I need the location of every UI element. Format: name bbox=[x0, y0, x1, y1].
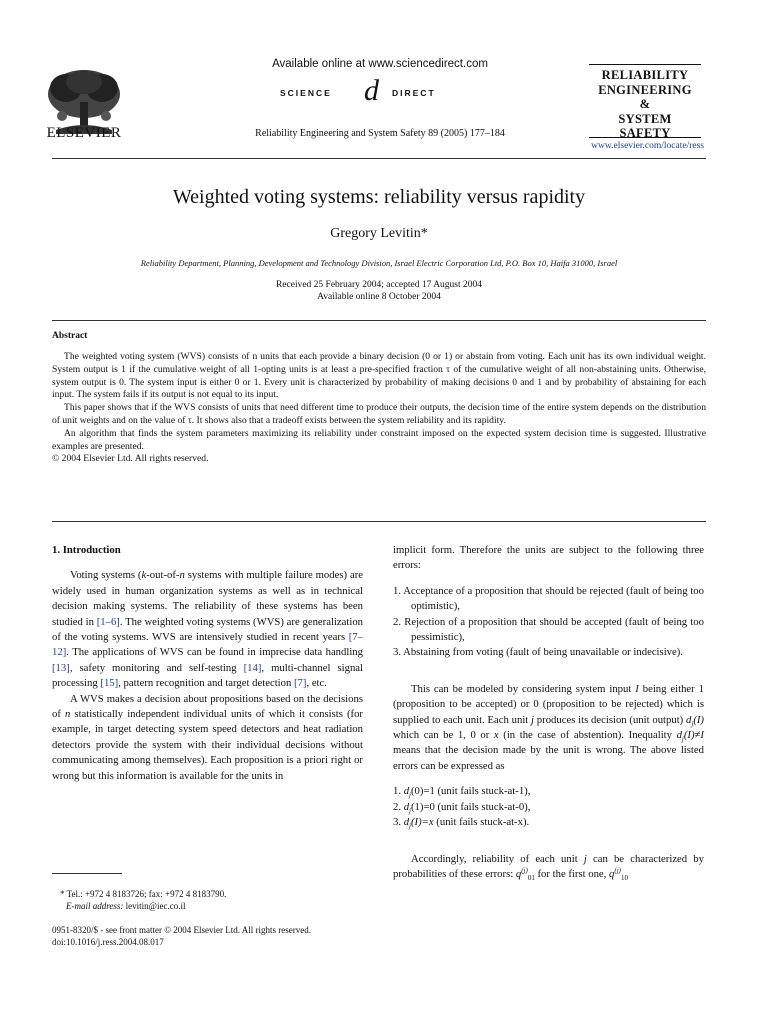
abstract-copyright: © 2004 Elsevier Ltd. All rights reserved. bbox=[52, 453, 209, 465]
citation-link[interactable]: [15] bbox=[100, 677, 119, 690]
available-online-text[interactable]: Available online at www.sciencedirect.com bbox=[272, 58, 488, 70]
abstract-body bbox=[52, 351, 706, 466]
journal-box-line: ENGINEERING bbox=[598, 82, 692, 97]
right-paragraph-1: This can be modeled by considering system input I being either 1 (proposition to be accepted) or 0 (proposition to be rejected) which is supplied to each unit. Each unit j produces its decision (unit output) $d_j(I)$ which can be 1, 0 or x (in the case of abstention). Inequality $d_j(I)\ne I$ means that the decision made by the unit is wrong. The above listed errors can be expressed as bbox=[393, 682, 704, 772]
received-date: Received 25 February 2004; accepted 17 August 2004 bbox=[275, 280, 483, 290]
journal-box-line: SYSTEM bbox=[618, 111, 672, 126]
citation-link[interactable]: [1–6] bbox=[96, 615, 120, 628]
error-list-item: 1. Acceptance of a proposition that should be rejected (fault of being too optimistic), bbox=[393, 584, 704, 613]
journal-box-line: SAFETY bbox=[619, 126, 671, 140]
citation-link[interactable]: [7–12] bbox=[52, 631, 363, 659]
author-footnote bbox=[52, 888, 363, 912]
left-column bbox=[52, 543, 363, 784]
sciencedirect-logo bbox=[280, 76, 480, 110]
publisher-name: ELSEVIER bbox=[46, 125, 122, 141]
journal-box-line: RELIABILITY bbox=[601, 68, 689, 82]
article-dates bbox=[52, 279, 706, 303]
journal-citation: Reliability Engineering and System Safety 89 (2005) 177–184 bbox=[255, 128, 505, 139]
right-column bbox=[393, 543, 704, 882]
sd-left-word: SCIENCE bbox=[280, 88, 332, 98]
author-affiliation: Reliability Department, Planning, Development and Technology Division, Israel Electric Corporation Ltd, P.O. Box 10, Haifa 31000, Israel bbox=[140, 258, 618, 268]
doi-line[interactable]: doi:10.1016/j.ress.2004.08.017 bbox=[52, 937, 164, 947]
citation-link[interactable]: [14] bbox=[243, 661, 262, 674]
error-list-item: 2. Rejection of a proposition that should be accepted (fault of being too pessimistic), bbox=[393, 615, 704, 644]
available-date: Available online 8 October 2004 bbox=[317, 292, 441, 302]
right-paragraph-2: Accordingly, reliability of each unit j can be characterized by probabilities of these errors: $q^{(j)}_{01}$ for the first one, $q^{(j)}_{10}$ bbox=[393, 852, 704, 883]
journal-url-link[interactable]: www.elsevier.com/locate/ress bbox=[591, 141, 704, 151]
abstract-paragraph: The weighted voting system (WVS) consists of n units that each provide a binary decision (0 or 1) or abstain from voting. Each unit has its own individual weight. System output is 1 if the cumulative weight of all 1-opting units is at least a pre-specified fraction τ of the cumulative weight of all non-abstaining units. Otherwise, system output is 0. The system input is either 0 or 1. Every unit is characterized by probability of making decisions 0 and 1 and by probability of abstaining for each input. The system fails if its output is not equal to its input. bbox=[52, 351, 706, 401]
sd-at-glyph: d bbox=[364, 74, 379, 107]
paper-title: Weighted voting systems: reliability versus rapidity bbox=[172, 186, 586, 208]
error-list bbox=[393, 584, 704, 661]
footnote-email-line: E-mail address: levitin@iec.co.il bbox=[66, 901, 186, 911]
footnote-contact: * Tel.: +972 4 8183726; fax: +972 4 8183790. bbox=[60, 889, 227, 899]
header-divider bbox=[52, 158, 706, 159]
abstract-bottom-divider bbox=[52, 521, 706, 522]
front-matter-info bbox=[52, 924, 372, 948]
author-name: Gregory Levitin* bbox=[330, 226, 428, 241]
abstract-heading: Abstract bbox=[52, 331, 88, 341]
equation-item: 1. $d_j(0)=1$ (unit fails stuck-at-1), bbox=[393, 785, 531, 800]
journal-title-box bbox=[589, 64, 701, 138]
sd-right-word: DIRECT bbox=[392, 88, 436, 98]
citation-link[interactable]: [13] bbox=[52, 661, 70, 674]
intro-paragraph-2: A WVS makes a decision about propositions based on the decisions of n statistically independent individual units of which it consists (for example, in target detecting system speed detectors and heat radiation detectors provide the system with their individual decisions without communicating among themselves). Each proposition is a priori right or wrong but this information is available for the units in bbox=[52, 692, 363, 782]
abstract-top-divider bbox=[52, 320, 706, 321]
citation-link[interactable]: [7] bbox=[294, 677, 307, 690]
intro-paragraph-1: Voting systems (k-out-of-n systems with multiple failure modes) are widely used in human organization systems as well as in technical decision making systems. The reliability of these systems has been studied in [1–6]. The weighted voting systems (WVS) are generalization of the voting systems. WVS are intensively studied in recent years [7–12]. The applications of WVS can be found in imprecise data handling [13], safety monitoring and self-testing [14], multi-channel signal processing [15], pattern recognition and target detection [7], etc. bbox=[52, 569, 364, 690]
error-equation-list bbox=[393, 784, 704, 830]
error-list-item: 3. Abstaining from voting (fault of being unavailable or indecisive). bbox=[393, 646, 683, 659]
equation-item: 3. $d_j(I)=x$ (unit fails stuck-at-x). bbox=[393, 816, 530, 831]
journal-box-line: & bbox=[639, 97, 651, 111]
issn-line: 0951-8320/$ - see front matter © 2004 Elsevier Ltd. All rights reserved. bbox=[52, 925, 312, 935]
footnote-rule bbox=[52, 873, 122, 874]
equation-item: 2. $d_j(1)=0$ (unit fails stuck-at-0), bbox=[393, 800, 531, 815]
abstract-paragraph: This paper shows that if the WVS consists of units that need different time to produce their outputs, the decision time of the entire system depends on the distribution of unit weights and on the value of τ. It shows also that a tradeoff exists between the system reliability and its rapidity. bbox=[52, 402, 706, 426]
email-link[interactable]: levitin@iec.co.il bbox=[125, 901, 186, 911]
right-paragraph-0: implicit form. Therefore the units are subject to the following three errors: bbox=[393, 544, 704, 572]
abstract-paragraph: An algorithm that finds the system parameters maximizing its reliability under constraint imposed on the expected system decision time is suggested. Illustrative examples are presented. bbox=[52, 427, 706, 452]
section-heading: 1. Introduction bbox=[52, 544, 121, 556]
